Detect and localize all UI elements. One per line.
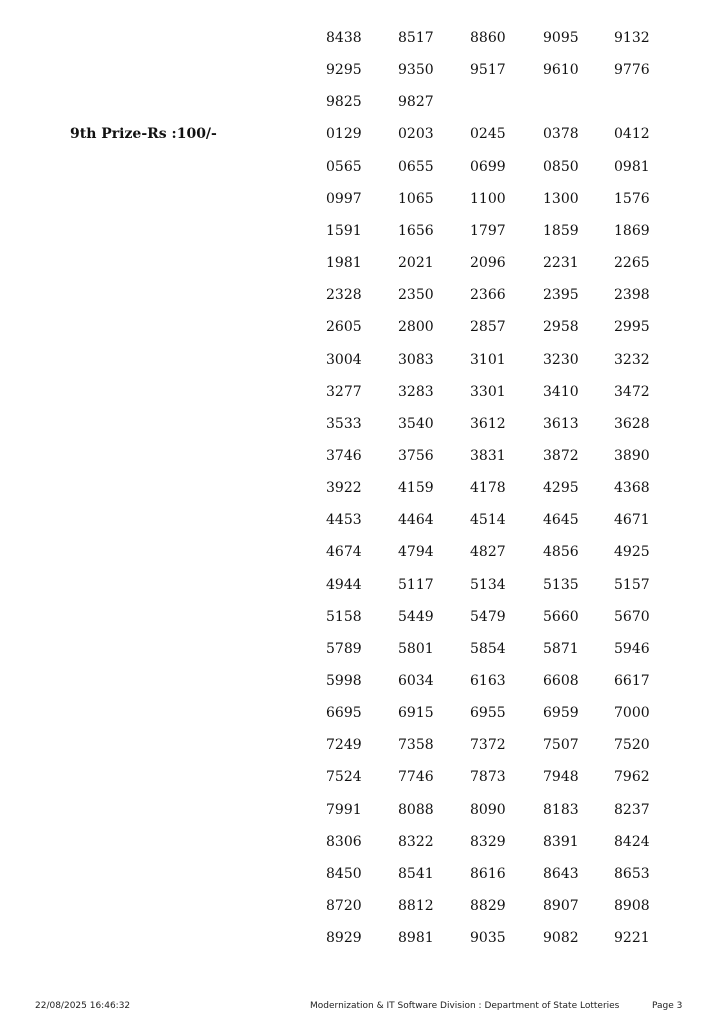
- ticket-row: [0, 577, 724, 597]
- ticket-number: 8322: [398, 834, 434, 850]
- ticket-number: 0850: [543, 159, 579, 175]
- ticket-row: [0, 673, 724, 693]
- ticket-number: 6617: [614, 673, 650, 689]
- ticket-number: 8860: [470, 30, 506, 46]
- ticket-number: 9825: [326, 94, 362, 110]
- ticket-number: 6915: [398, 705, 434, 721]
- ticket-number: 7524: [326, 769, 362, 785]
- ticket-number: 1869: [614, 223, 650, 239]
- ticket-number: 4645: [543, 512, 579, 528]
- ticket-row: [0, 802, 724, 822]
- ticket-number: 7358: [398, 737, 434, 753]
- ticket-number: 0655: [398, 159, 434, 175]
- ticket-number: 4671: [614, 512, 650, 528]
- ticket-number: 7873: [470, 769, 506, 785]
- ticket-number: 5871: [543, 641, 579, 657]
- ticket-number: 6163: [470, 673, 506, 689]
- ticket-number: 3831: [470, 448, 506, 464]
- ticket-number: 8391: [543, 834, 579, 850]
- ticket-number: 4944: [326, 577, 362, 593]
- ticket-number: 8929: [326, 930, 362, 946]
- ticket-row: [0, 30, 724, 50]
- ticket-row: [0, 834, 724, 854]
- ticket-number: 2021: [398, 255, 434, 271]
- ticket-row: [0, 352, 724, 372]
- ticket-number: 3613: [543, 416, 579, 432]
- ticket-row: [0, 930, 724, 950]
- ticket-number: 8450: [326, 866, 362, 882]
- ticket-number: 8424: [614, 834, 650, 850]
- ticket-number: 0699: [470, 159, 506, 175]
- ticket-number: 8616: [470, 866, 506, 882]
- ticket-number: 5946: [614, 641, 650, 657]
- ticket-number: 2265: [614, 255, 650, 271]
- ticket-number: 1981: [326, 255, 362, 271]
- ticket-number: 2995: [614, 319, 650, 335]
- ticket-number: 8981: [398, 930, 434, 946]
- ticket-number: 3230: [543, 352, 579, 368]
- ticket-row: [0, 126, 724, 146]
- ticket-number: 4295: [543, 480, 579, 496]
- ticket-number: 7746: [398, 769, 434, 785]
- ticket-number: 4464: [398, 512, 434, 528]
- ticket-number: 3540: [398, 416, 434, 432]
- ticket-number: 6955: [470, 705, 506, 721]
- ticket-number: 8438: [326, 30, 362, 46]
- ticket-row: [0, 384, 724, 404]
- ticket-number: 8812: [398, 898, 434, 914]
- ticket-number: 0981: [614, 159, 650, 175]
- ticket-number: 9035: [470, 930, 506, 946]
- ticket-number: 3533: [326, 416, 362, 432]
- ticket-number: 0203: [398, 126, 434, 142]
- ticket-row: [0, 62, 724, 82]
- ticket-number: 9082: [543, 930, 579, 946]
- ticket-number: 3922: [326, 480, 362, 496]
- ticket-number: 6034: [398, 673, 434, 689]
- ticket-number: 9517: [470, 62, 506, 78]
- ticket-number: 9221: [614, 930, 650, 946]
- ticket-number: 0412: [614, 126, 650, 142]
- ticket-number: 8183: [543, 802, 579, 818]
- ticket-number: 2398: [614, 287, 650, 303]
- ticket-number: 8653: [614, 866, 650, 882]
- ticket-number: 3472: [614, 384, 650, 400]
- ticket-number: 5801: [398, 641, 434, 657]
- ticket-number: 8908: [614, 898, 650, 914]
- ticket-number: 1300: [543, 191, 579, 207]
- ticket-number: 0378: [543, 126, 579, 142]
- ticket-number: 4856: [543, 544, 579, 560]
- ticket-number: 8907: [543, 898, 579, 914]
- ticket-number: 8090: [470, 802, 506, 818]
- ticket-number: 1859: [543, 223, 579, 239]
- ticket-number: 3628: [614, 416, 650, 432]
- ticket-number: 5670: [614, 609, 650, 625]
- ticket-row: [0, 255, 724, 275]
- ticket-number: 3083: [398, 352, 434, 368]
- ticket-row: [0, 94, 724, 114]
- ticket-row: [0, 512, 724, 532]
- ticket-number: 1656: [398, 223, 434, 239]
- ticket-number: 3232: [614, 352, 650, 368]
- ticket-number: 9295: [326, 62, 362, 78]
- ticket-number: 2958: [543, 319, 579, 335]
- ticket-number: 3872: [543, 448, 579, 464]
- ticket-number: 4925: [614, 544, 650, 560]
- ticket-row: [0, 769, 724, 789]
- ticket-number: 3283: [398, 384, 434, 400]
- ticket-number: 6608: [543, 673, 579, 689]
- footer-page-number: Page 3: [652, 1001, 683, 1011]
- ticket-number: 5157: [614, 577, 650, 593]
- ticket-row: [0, 287, 724, 307]
- ticket-number: 8088: [398, 802, 434, 818]
- ticket-number: 4453: [326, 512, 362, 528]
- ticket-number: 7249: [326, 737, 362, 753]
- ticket-number: 1576: [614, 191, 650, 207]
- ticket-number: 3410: [543, 384, 579, 400]
- ticket-number: 2605: [326, 319, 362, 335]
- ticket-number: 7962: [614, 769, 650, 785]
- ticket-row: [0, 319, 724, 339]
- ticket-number: 9350: [398, 62, 434, 78]
- ticket-number: 7948: [543, 769, 579, 785]
- ticket-number: 4827: [470, 544, 506, 560]
- ticket-number: 3101: [470, 352, 506, 368]
- ticket-number: 4674: [326, 544, 362, 560]
- ticket-number: 4514: [470, 512, 506, 528]
- ticket-number: 1100: [470, 191, 506, 207]
- ticket-number: 5117: [398, 577, 434, 593]
- ticket-number: 6695: [326, 705, 362, 721]
- ticket-row: [0, 544, 724, 564]
- ticket-number: 3004: [326, 352, 362, 368]
- ticket-number: 6959: [543, 705, 579, 721]
- footer-timestamp: 22/08/2025 16:46:32: [35, 1001, 131, 1011]
- ticket-number: 1797: [470, 223, 506, 239]
- ticket-number: 0129: [326, 126, 362, 142]
- ticket-row: [0, 448, 724, 468]
- ticket-number: 2328: [326, 287, 362, 303]
- ticket-number: 8237: [614, 802, 650, 818]
- ticket-number: 8829: [470, 898, 506, 914]
- ticket-number: 5854: [470, 641, 506, 657]
- ticket-number: 5449: [398, 609, 434, 625]
- ticket-number: 8306: [326, 834, 362, 850]
- ticket-number: 5135: [543, 577, 579, 593]
- ticket-number: 7507: [543, 737, 579, 753]
- ticket-number: 2096: [470, 255, 506, 271]
- ticket-number: 2366: [470, 287, 506, 303]
- ticket-number: 4794: [398, 544, 434, 560]
- ticket-number: 9610: [543, 62, 579, 78]
- ticket-number: 7520: [614, 737, 650, 753]
- ticket-row: [0, 641, 724, 661]
- ticket-row: [0, 866, 724, 886]
- ticket-number: 9132: [614, 30, 650, 46]
- ticket-number: 2231: [543, 255, 579, 271]
- ticket-number: 3612: [470, 416, 506, 432]
- footer-division: Modernization & IT Software Division : Department of State Lotteries: [310, 1001, 620, 1011]
- ticket-number: 4178: [470, 480, 506, 496]
- ticket-number: 9776: [614, 62, 650, 78]
- ticket-number: 2350: [398, 287, 434, 303]
- ticket-row: [0, 191, 724, 211]
- ticket-row: [0, 416, 724, 436]
- ticket-number: 2800: [398, 319, 434, 335]
- ticket-row: [0, 609, 724, 629]
- ticket-number: 1591: [326, 223, 362, 239]
- ticket-number: 3890: [614, 448, 650, 464]
- ticket-row: [0, 480, 724, 500]
- ticket-row: [0, 737, 724, 757]
- ticket-number: 7000: [614, 705, 650, 721]
- ticket-number: 8720: [326, 898, 362, 914]
- ticket-number: 3301: [470, 384, 506, 400]
- ticket-number: 4159: [398, 480, 434, 496]
- ticket-number: 9095: [543, 30, 579, 46]
- ticket-number: 5789: [326, 641, 362, 657]
- ticket-number: 0997: [326, 191, 362, 207]
- ticket-number: 9827: [398, 94, 434, 110]
- ticket-number: 0245: [470, 126, 506, 142]
- prize-label: 9th Prize-Rs :100/-: [70, 126, 217, 142]
- ticket-number: 7372: [470, 737, 506, 753]
- ticket-number: 5660: [543, 609, 579, 625]
- ticket-number: 4368: [614, 480, 650, 496]
- ticket-number: 8643: [543, 866, 579, 882]
- ticket-number: 8541: [398, 866, 434, 882]
- ticket-number: 5998: [326, 673, 362, 689]
- ticket-number: 5479: [470, 609, 506, 625]
- ticket-number: 1065: [398, 191, 434, 207]
- ticket-number: 2395: [543, 287, 579, 303]
- ticket-number: 3746: [326, 448, 362, 464]
- ticket-number: 3756: [398, 448, 434, 464]
- ticket-row: [0, 705, 724, 725]
- ticket-number: 5158: [326, 609, 362, 625]
- ticket-number: 8329: [470, 834, 506, 850]
- ticket-row: [0, 223, 724, 243]
- ticket-number: 7991: [326, 802, 362, 818]
- ticket-number: 2857: [470, 319, 506, 335]
- ticket-row: [0, 898, 724, 918]
- ticket-number: 5134: [470, 577, 506, 593]
- ticket-number: 8517: [398, 30, 434, 46]
- ticket-number: 0565: [326, 159, 362, 175]
- ticket-number: 3277: [326, 384, 362, 400]
- ticket-row: [0, 159, 724, 179]
